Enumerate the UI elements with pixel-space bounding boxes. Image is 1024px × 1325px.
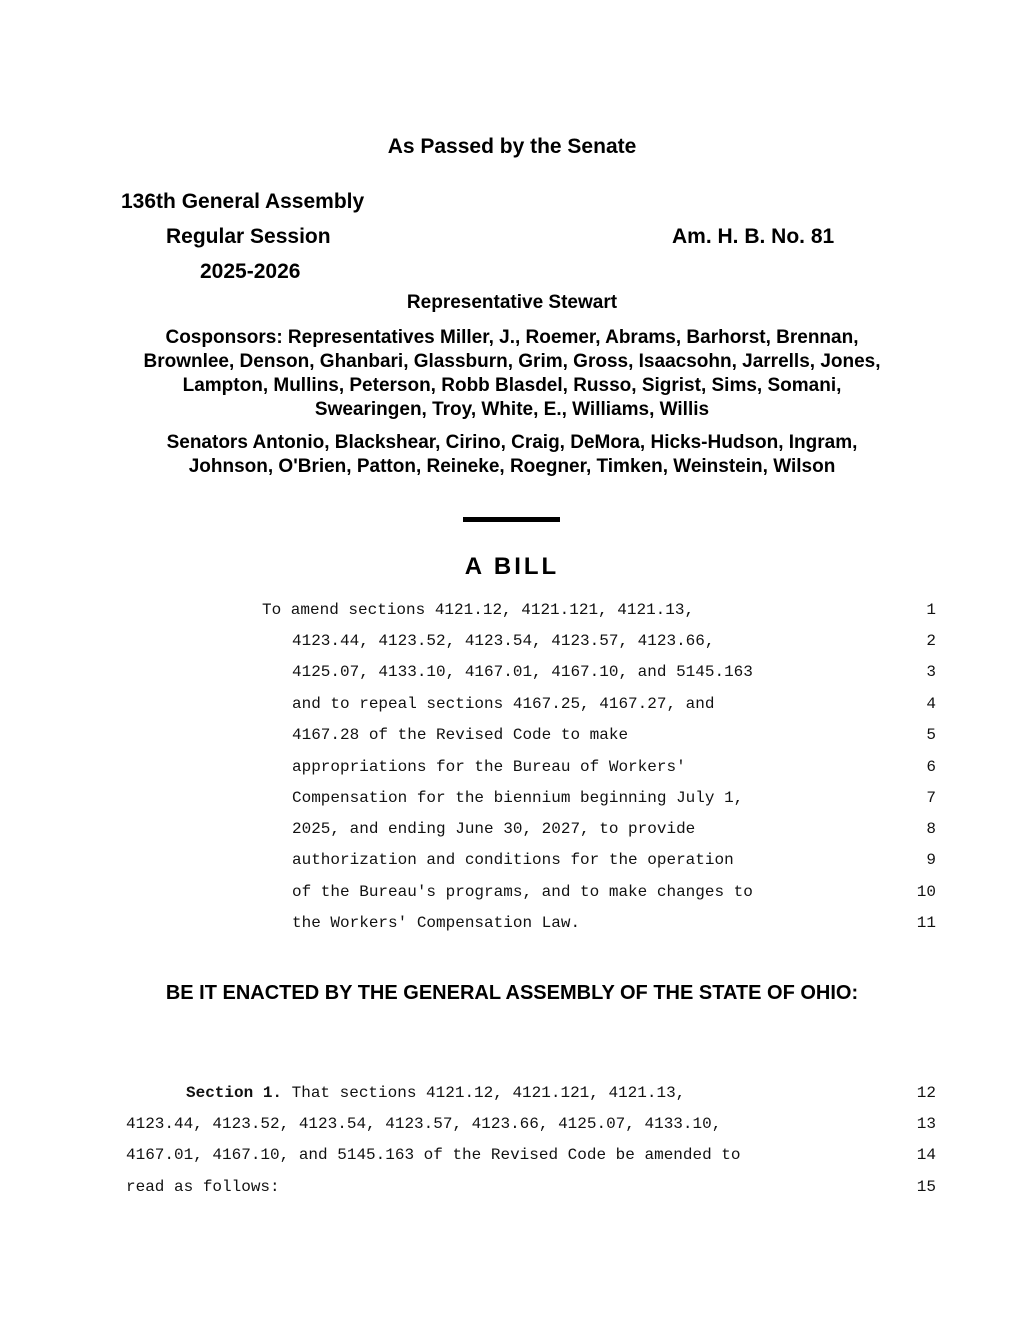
bill-status: As Passed by the Senate bbox=[387, 135, 637, 158]
title-line bbox=[0, 631, 1024, 662]
session-name: Regular Session bbox=[166, 225, 331, 248]
senators-line: Johnson, O'Brien, Patton, Reineke, Roegner, Timken, Weinstein, Wilson bbox=[188, 456, 836, 477]
title-line-text: and to repeal sections 4167.25, 4167.27, and bbox=[292, 695, 715, 713]
general-assembly: 136th General Assembly bbox=[121, 190, 365, 213]
section-line bbox=[0, 1145, 1024, 1176]
title-line-text: 4125.07, 4133.10, 4167.01, 4167.10, and 5145.163 bbox=[292, 663, 753, 681]
title-line bbox=[0, 662, 1024, 693]
bill-heading: A BILL bbox=[464, 553, 560, 580]
title-line-text: of the Bureau's programs, and to make changes to bbox=[292, 883, 753, 901]
section-text: 4167.01, 4167.10, and 5145.163 of the Revised Code be amended to bbox=[126, 1146, 741, 1164]
title-line-text: authorization and conditions for the operation bbox=[292, 851, 734, 869]
section-first-line bbox=[186, 1083, 685, 1103]
line-number: 9 bbox=[926, 851, 936, 869]
bill-number: Am. H. B. No. 81 bbox=[672, 225, 835, 248]
title-line-text: To amend sections 4121.12, 4121.121, 4121.13, bbox=[262, 601, 695, 619]
line-number: 2 bbox=[926, 632, 936, 650]
title-line bbox=[0, 819, 1024, 850]
line-number: 10 bbox=[916, 883, 936, 901]
section-text: read as follows: bbox=[126, 1178, 280, 1196]
section-text: 4123.44, 4123.52, 4123.54, 4123.57, 4123.66, 4125.07, 4133.10, bbox=[126, 1115, 722, 1133]
title-line bbox=[0, 788, 1024, 819]
title-line-text: the Workers' Compensation Law. bbox=[292, 914, 581, 932]
line-number: 12 bbox=[916, 1084, 936, 1102]
cosponsors-line: Lampton, Mullins, Peterson, Robb Blasdel, Russo, Sigrist, Sims, Somani, bbox=[182, 375, 842, 396]
cosponsors-list bbox=[100, 326, 924, 422]
title-line-text: 2025, and ending June 30, 2027, to provide bbox=[292, 820, 696, 838]
line-number: 11 bbox=[916, 914, 936, 932]
primary-sponsor: Representative Stewart bbox=[406, 292, 618, 313]
title-line-text: appropriations for the Bureau of Workers' bbox=[292, 758, 686, 776]
cosponsors-line: Brownlee, Denson, Ghanbari, Glassburn, Grim, Gross, Isaacsohn, Jarrells, Jones, bbox=[143, 351, 881, 372]
enacting-clause: BE IT ENACTED BY THE GENERAL ASSEMBLY OF THE STATE OF OHIO: bbox=[165, 982, 859, 1004]
line-number: 13 bbox=[916, 1115, 936, 1133]
senators-line: Senators Antonio, Blackshear, Cirino, Craig, DeMora, Hicks-Hudson, Ingram, bbox=[166, 432, 858, 453]
title-line bbox=[0, 725, 1024, 756]
session-years: 2025-2026 bbox=[200, 260, 301, 283]
line-number: 3 bbox=[926, 663, 936, 681]
line-number: 5 bbox=[926, 726, 936, 744]
section-line bbox=[0, 1114, 1024, 1145]
title-line-text: 4123.44, 4123.52, 4123.54, 4123.57, 4123.66, bbox=[292, 632, 715, 650]
title-line-text: Compensation for the biennium beginning July 1, bbox=[292, 789, 744, 807]
title-line bbox=[0, 694, 1024, 725]
title-line bbox=[0, 850, 1024, 881]
line-number: 7 bbox=[926, 789, 936, 807]
section-line bbox=[0, 1083, 1024, 1114]
line-number: 8 bbox=[926, 820, 936, 838]
title-line bbox=[0, 600, 1024, 631]
title-line bbox=[0, 757, 1024, 788]
section-text: That sections 4121.12, 4121.121, 4121.13, bbox=[282, 1084, 686, 1102]
divider-rule bbox=[463, 517, 560, 522]
cosponsors-line: Swearingen, Troy, White, E., Williams, Willis bbox=[314, 399, 710, 420]
senators-list bbox=[100, 431, 924, 479]
title-line bbox=[0, 913, 1024, 944]
line-number: 15 bbox=[916, 1178, 936, 1196]
cosponsors-line: Cosponsors: Representatives Miller, J., Roemer, Abrams, Barhorst, Brennan, bbox=[165, 327, 859, 348]
section-line bbox=[0, 1177, 1024, 1208]
section-label: Section 1. bbox=[186, 1084, 283, 1102]
line-number: 4 bbox=[926, 695, 936, 713]
line-number: 14 bbox=[916, 1146, 936, 1164]
title-line-text: 4167.28 of the Revised Code to make bbox=[292, 726, 629, 744]
title-line bbox=[0, 882, 1024, 913]
line-number: 6 bbox=[926, 758, 936, 776]
line-number: 1 bbox=[926, 601, 936, 619]
